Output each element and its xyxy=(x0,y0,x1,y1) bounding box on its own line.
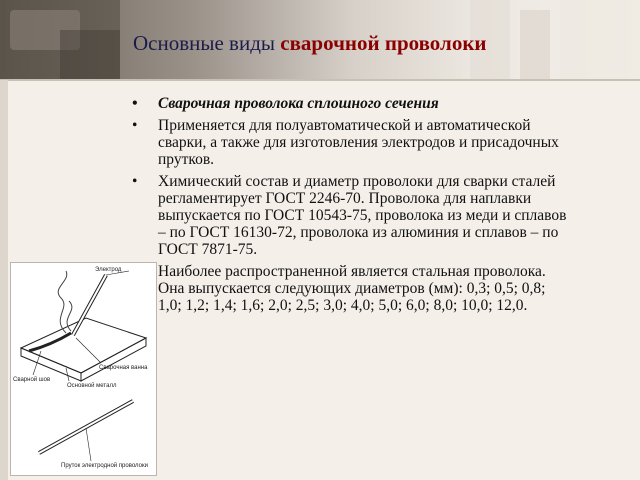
left-strip xyxy=(0,80,8,480)
welding-diagram xyxy=(10,262,157,476)
bullet-item-heading xyxy=(132,95,572,112)
title-emphasis: сварочной проволоки xyxy=(280,31,487,55)
bullet-marker: • xyxy=(132,117,138,134)
welding-diagram-drawing xyxy=(11,263,156,475)
bullet-text: Применяется для полуавтоматической и автоматической сварки, а также для изготовления электродов и присадочных прутков. xyxy=(158,117,559,168)
wire-rod-core xyxy=(39,401,133,453)
bullet-marker: • xyxy=(132,173,138,190)
arc-smoke xyxy=(58,271,67,333)
slide-title xyxy=(133,31,487,56)
bullet-marker: • xyxy=(132,95,138,112)
label-weld-bath: Сварочная ванна xyxy=(99,365,148,371)
bullet-list xyxy=(132,95,572,319)
bullet-item-standards xyxy=(132,173,572,258)
bullet-item-usage xyxy=(132,117,572,168)
label-base-metal: Основной металл xyxy=(67,383,117,389)
plate-side xyxy=(81,338,146,381)
header-divider xyxy=(0,79,640,81)
label-electrode: Электрод xyxy=(95,267,122,273)
electrode-core xyxy=(73,275,106,335)
title-prefix: Основные виды xyxy=(133,31,281,55)
bullet-text: Сварочная проволока сплошного сечения xyxy=(158,95,439,112)
bullet-text: Химический состав и диаметр проволоки для сварки сталей регламентирует ГОСТ 2246-70. Проволока для наплавки выпускается по ГОСТ 10543-75, проволока из меди и сплавов – по ГОСТ 16130-72, проволока из алюминия и сплавов – по ГОСТ 7871-75. xyxy=(158,173,567,258)
bullet-item-diameters xyxy=(132,263,572,314)
weld-seam xyxy=(29,333,71,351)
leader-bath xyxy=(76,338,101,363)
label-rod: Пруток электродной проволоки xyxy=(61,463,148,469)
leader-rod xyxy=(86,428,91,461)
bullet-text: Наиболее распространенной является стальная проволока. Она выпускается следующих диаметров (мм): 0,3; 0,5; 0,8; 1,0; 1,2; 1,4; 1,6; 2,0; 2,5; 3,0; 4,0; 5,0; 6,0; 8,0; 10,0; 12,0. xyxy=(158,263,546,314)
header-banner xyxy=(0,0,640,80)
arc-smoke-2 xyxy=(67,301,72,331)
label-weld-seam: Сварной шов xyxy=(13,377,51,383)
